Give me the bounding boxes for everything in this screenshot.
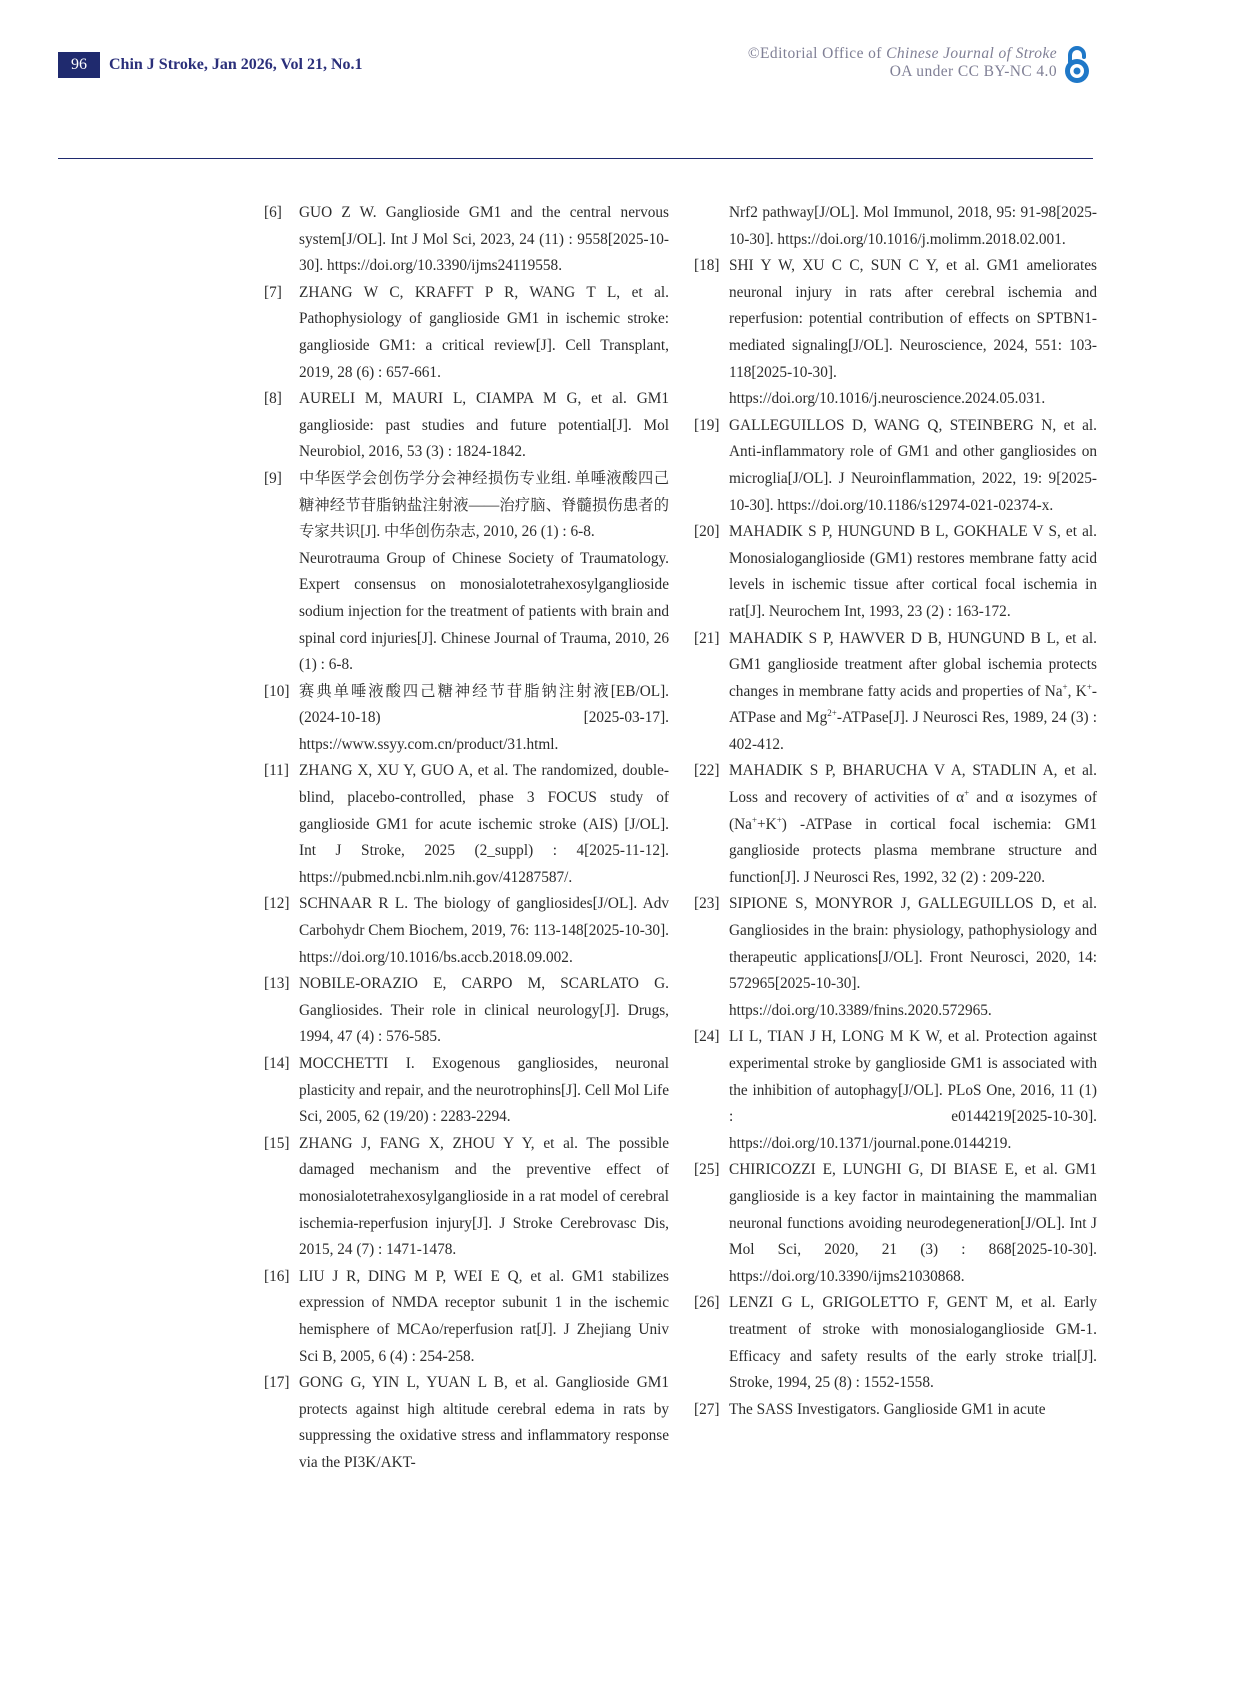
reference-text: 赛典单唾液酸四己糖神经节苷脂钠注射液[EB/OL]. (2024-10-18) [2025-03-17]. https://www.ssyy.com.cn/product/31.html. [299, 682, 669, 753]
reference-item [264, 200, 669, 280]
reference-number: [27] [694, 1400, 720, 1418]
license-line: OA under CC BY-NC 4.0 [889, 63, 1057, 80]
superscript: 2+ [827, 708, 837, 719]
reference-item [694, 519, 1097, 625]
reference-text: ZHANG W C, KRAFFT P R, WANG T L, et al. Pathophysiology of ganglioside GM1 in ischemic stroke: ganglioside GM1: a critical review[J]. Cell Transplant, 2019, 28 (6) : 657-661. [299, 283, 669, 381]
page-number: 96 [58, 52, 100, 78]
reference-item [694, 1397, 1097, 1424]
header-divider [58, 158, 1093, 159]
reference-number: [11] [264, 762, 289, 780]
reference-item [264, 679, 669, 759]
reference-number: [26] [694, 1294, 720, 1312]
reference-text: 中华医学会创伤学分会神经损伤专业组. 单唾液酸四己糖神经节苷脂钠盐注射液——治疗脑、脊髓损伤患者的专家共识[J]. 中华创伤杂志, 2010, 26 (1) : 6-8. [299, 469, 669, 541]
reference-number: [21] [694, 629, 720, 647]
reference-number: [14] [264, 1055, 290, 1072]
reference-number: [9] [264, 469, 282, 487]
reference-item [694, 413, 1097, 519]
reference-text: ZHANG X, XU Y, GUO A, et al. The randomized, double-blind, placebo-controlled, phase 3 FOCUS study of ganglioside GM1 for acute ischemic stroke (AIS) [J/OL]. Int J Stroke, 2025 (2_suppl) : 4[2025-11-12]. https://pubmed.ncbi.nlm.nih.gov/41287587/. [299, 762, 669, 886]
reference-number: [24] [694, 1028, 720, 1046]
reference-number: [18] [694, 257, 720, 275]
reference-item [264, 1051, 669, 1131]
reference-number: [25] [694, 1161, 720, 1179]
reference-number: [22] [694, 762, 720, 780]
reference-text: SHI Y W, XU C C, SUN C Y, et al. GM1 ameliorates neuronal injury in rats after cerebral ischemia and reperfusion: potential contribution of effects on SPTBN1-mediated signaling[J/OL]. Neuroscience, 2024, 551: 103-118[2025-10-30]. https://doi.org/10.1016/j.neuroscience.2024.05.031. [729, 257, 1097, 408]
reference-text: SCHNAAR R L. The biology of gangliosides[J/OL]. Adv Carbohydr Chem Biochem, 2019, 76: 113-148[2025-10-30]. https://doi.org/10.1016/bs.accb.2018.09.002. [299, 895, 669, 966]
reference-text: GUO Z W. Ganglioside GM1 and the central nervous system[J/OL]. Int J Mol Sci, 2023, 24 (11) : 9558[2025-10-30]. https://doi.org/10.3390/ijms24119558. [299, 204, 669, 275]
reference-text-part: -ATPase[J]. J Neurosci Res, 1989, 24 (3) : 402-412. [729, 709, 1097, 753]
reference-number: [17] [264, 1374, 290, 1392]
reference-item [694, 1157, 1097, 1290]
reference-item [264, 1131, 669, 1264]
reference-item [694, 758, 1097, 891]
reference-text: GALLEGUILLOS D, WANG Q, STEINBERG N, et al. Anti-inflammatory role of GM1 and other gangliosides on microglia[J/OL]. J Neuroinflammation, 2022, 19: 9[2025-10-30]. https://doi.org/10.1186/s12974-021-02374-x. [729, 416, 1097, 514]
reference-item [694, 1024, 1097, 1157]
copyright-prefix: ©Editorial Office of [747, 45, 887, 62]
reference-number: [19] [694, 416, 720, 434]
reference-number: [12] [264, 895, 290, 913]
reference-text: GONG G, YIN L, YUAN L B, et al. Ganglioside GM1 protects against high altitude cerebral edema in rats by suppressing the oxidative stress and inflammatory response via the PI3K/AKT- [299, 1374, 669, 1471]
reference-number: [6] [264, 204, 282, 221]
reference-text: SIPIONE S, MONYROR J, GALLEGUILLOS D, et al. Gangliosides in the brain: physiology, pathophysiology and therapeutic applications[J/OL]. Front Neurosci, 2020, 14: 572965[2025-10-30]. https://doi.org/10.3389/fnins.2020.572965. [729, 895, 1097, 1019]
reference-translation: Neurotrauma Group of Chinese Society of Traumatology. Expert consensus on monosialotetrahexosylganglioside sodium injection for the treatment of patients with brain and spinal cord injuries[J]. Chinese Journal of Trauma, 2010, 26 (1) : 6-8. [299, 549, 669, 674]
reference-number: [7] [264, 283, 282, 301]
reference-item [264, 466, 669, 679]
reference-text: AURELI M, MAURI L, CIAMPA M G, et al. GM1 ganglioside: past studies and future potential[J]. Mol Neurobiol, 2016, 53 (3) : 1824-1842. [299, 390, 669, 461]
reference-text-part: MAHADIK S P, BHARUCHA V A, STADLIN A, et al. Loss and recovery of activities of α [729, 762, 1097, 807]
reference-text: The SASS Investigators. Ganglioside GM1 in acute [729, 1400, 1046, 1418]
reference-list-right [694, 200, 1097, 1423]
reference-text: LIU J R, DING M P, WEI E Q, et al. GM1 stabilizes expression of NMDA receptor subunit 1 in the ischemic hemisphere of MCAo/reperfusion rat[J]. J Zhejiang Univ Sci B, 2005, 6 (4) : 254-258. [299, 1267, 669, 1365]
reference-text-part: -ATPase and Mg [729, 682, 1097, 727]
reference-number: [8] [264, 390, 282, 408]
reference-text: CHIRICOZZI E, LUNGHI G, DI BIASE E, et al. GM1 ganglioside is a key factor in maintaining the mammalian neuronal functions avoiding neurodegeneration[J/OL]. Int J Mol Sci, 2020, 21 (3) : 868[2025-10-30]. https://doi.org/10.3390/ijms21030868. [729, 1161, 1097, 1285]
copyright-notice [748, 45, 1057, 81]
reference-item [264, 891, 669, 971]
reference-number: [16] [264, 1267, 290, 1285]
reference-item [694, 1290, 1097, 1396]
reference-text: NOBILE-ORAZIO E, CARPO M, SCARLATO G. Gangliosides. Their role in clinical neurology[J]. Drugs, 1994, 47 (4) : 576-585. [299, 975, 669, 1046]
reference-text: LENZI G L, GRIGOLETTO F, GENT M, et al. Early treatment of stroke with monosialoganglioside GM-1. Efficacy and safety results of the early stroke trial[J]. Stroke, 1994, 25 (8) : 1552-1558. [729, 1294, 1097, 1392]
reference-item [264, 758, 669, 891]
superscript: + [776, 814, 782, 825]
reference-item [264, 280, 669, 386]
reference-text: MOCCHETTI I. Exogenous gangliosides, neuronal plasticity and repair, and the neurotrophins[J]. Cell Mol Life Sci, 2005, 62 (19/20) : 2283-2294. [299, 1055, 669, 1126]
reference-text-part: +K [757, 815, 777, 833]
reference-item [264, 1370, 669, 1476]
reference-text-part: ) -ATPase in cortical focal ischemia: GM1 ganglioside protects plasma membrane structure and function[J]. J Neurosci Res, 1992, 32 (2) : 209-220. [729, 815, 1097, 886]
reference-item-continued [694, 200, 1097, 253]
superscript: + [964, 787, 970, 798]
superscript: + [751, 814, 758, 825]
reference-text-part: MAHADIK S P, HAWVER D B, HUNGUND B L, et al. GM1 ganglioside treatment after global ischemia protects changes in membrane fatty acids and properties of Na [729, 629, 1097, 700]
reference-item [694, 253, 1097, 413]
reference-text: ZHANG J, FANG X, ZHOU Y Y, et al. The possible damaged mechanism and the preventive effect of monosialotetrahexosylganglioside in a rat model of cerebral ischemia-reperfusion injury[J]. J Stroke Cerebrovasc Dis, 2015, 24 (7) : 1471-1478. [299, 1134, 669, 1259]
reference-text: LI L, TIAN J H, LONG M K W, et al. Protection against experimental stroke by ganglioside GM1 is associated with the inhibition of autophagy[J/OL]. PLoS One, 2016, 11 (1) : e0144219[2025-10-30]. https://doi.org/10.1371/journal.pone.0144219. [729, 1028, 1097, 1152]
journal-name: Chinese Journal of Stroke [886, 45, 1057, 62]
reference-item [264, 386, 669, 466]
open-lock-icon [1063, 44, 1091, 84]
journal-info: Chin J Stroke, Jan 2026, Vol 21, No.1 [109, 56, 363, 73]
reference-item [264, 971, 669, 1051]
reference-text-part: , K [1067, 682, 1087, 700]
reference-item [694, 626, 1097, 759]
superscript: + [1062, 681, 1068, 692]
superscript: + [1086, 681, 1092, 692]
reference-list-left [264, 200, 669, 1477]
reference-text-part: and α isozymes of (Na [729, 789, 1097, 833]
reference-text: Nrf2 pathway[J/OL]. Mol Immunol, 2018, 95: 91-98[2025-10-30]. https://doi.org/10.1016/j.molimm.2018.02.001. [729, 204, 1097, 248]
reference-number: [10] [264, 682, 290, 700]
reference-item [694, 891, 1097, 1024]
reference-text [729, 758, 1097, 891]
reference-number: [20] [694, 523, 720, 541]
reference-number: [13] [264, 975, 290, 993]
copyright-line [748, 45, 1057, 63]
reference-number: [23] [694, 895, 720, 913]
reference-number: [15] [264, 1134, 290, 1152]
reference-text [729, 626, 1097, 759]
reference-text: MAHADIK S P, HUNGUND B L, GOKHALE V S, et al. Monosialoganglioside (GM1) restores membrane fatty acid levels in ischemic tissue after cortical focal ischemia in rat[J]. Neurochem Int, 1993, 23 (2) : 163-172. [729, 523, 1097, 620]
reference-item [264, 1264, 669, 1370]
